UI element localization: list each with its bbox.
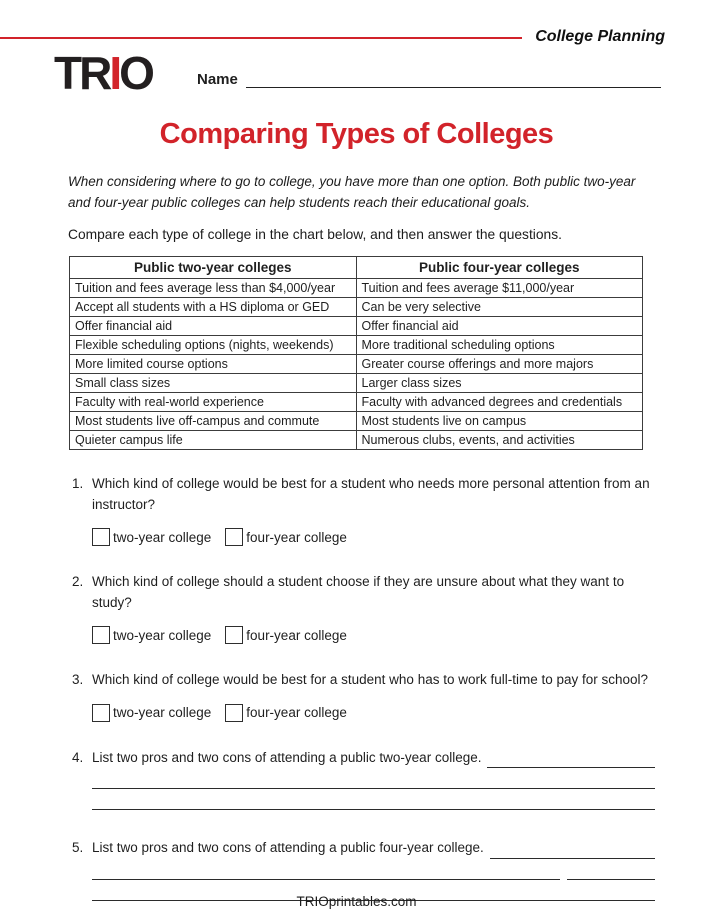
table-row bbox=[70, 412, 643, 431]
table-row bbox=[70, 393, 643, 412]
question-2-options bbox=[92, 626, 655, 644]
table-cell: Faculty with real-world experience bbox=[70, 393, 357, 412]
questions-section bbox=[72, 474, 655, 901]
table-cell: Larger class sizes bbox=[356, 374, 643, 393]
table-row bbox=[70, 279, 643, 298]
column-header-four-year: Public four-year colleges bbox=[356, 257, 643, 279]
four-year-checkbox[interactable] bbox=[225, 704, 243, 722]
table-header-row bbox=[70, 257, 643, 279]
page-header bbox=[0, 0, 713, 106]
column-header-two-year: Public two-year colleges bbox=[70, 257, 357, 279]
table-cell: Numerous clubs, events, and activities bbox=[356, 431, 643, 450]
name-label: Name bbox=[197, 71, 238, 88]
category-label: College Planning bbox=[535, 28, 665, 45]
question-text: Which kind of college should a student choose if they are unsure about what they want to study? bbox=[92, 574, 625, 610]
instruction-paragraph: Compare each type of college in the chart below, and then answer the questions. bbox=[68, 227, 562, 242]
four-year-checkbox[interactable] bbox=[225, 528, 243, 546]
four-year-checkbox-label: four-year college bbox=[246, 529, 347, 545]
table-cell: Offer financial aid bbox=[70, 317, 357, 336]
question-number: 4. bbox=[72, 749, 84, 765]
question-2 bbox=[72, 572, 655, 644]
question-3-options bbox=[92, 704, 655, 722]
name-blank-line[interactable] bbox=[246, 70, 661, 88]
question-number: 1. bbox=[72, 476, 84, 491]
table-cell: Flexible scheduling options (nights, weekends) bbox=[70, 336, 357, 355]
table-cell: Tuition and fees average $11,000/year bbox=[356, 279, 643, 298]
table-row bbox=[70, 298, 643, 317]
two-year-checkbox[interactable] bbox=[92, 528, 110, 546]
logo-accent: I bbox=[109, 47, 120, 99]
question-1-options bbox=[92, 528, 655, 546]
name-row bbox=[197, 70, 661, 88]
question-3 bbox=[72, 670, 655, 722]
two-year-checkbox-label: two-year college bbox=[113, 529, 212, 545]
table-row bbox=[70, 431, 643, 450]
logo-part-1: TR bbox=[54, 47, 110, 99]
answer-blank-line[interactable] bbox=[487, 751, 655, 768]
question-text: List two pros and two cons of attending a public four-year college. bbox=[92, 840, 484, 855]
table-row bbox=[70, 336, 643, 355]
table-row bbox=[70, 317, 643, 336]
footer-url: TRIOprintables.com bbox=[296, 894, 417, 909]
two-year-checkbox[interactable] bbox=[92, 626, 110, 644]
two-year-checkbox-label: two-year college bbox=[113, 705, 212, 720]
table-cell: Tuition and fees average less than $4,000/year bbox=[70, 279, 357, 298]
table-cell: Small class sizes bbox=[70, 374, 357, 393]
intro-paragraph: When considering where to go to college, you have more than one option. Both public two-year and four-year public colleges can help students reach their educational goals. bbox=[68, 174, 636, 210]
table-cell: Faculty with advanced degrees and credentials bbox=[356, 393, 643, 412]
question-number: 3. bbox=[72, 672, 84, 687]
four-year-checkbox-label: four-year college bbox=[246, 705, 347, 720]
two-year-checkbox-label: two-year college bbox=[113, 627, 212, 643]
question-number: 5. bbox=[72, 840, 84, 855]
table-cell: Greater course offerings and more majors bbox=[356, 355, 643, 374]
four-year-checkbox[interactable] bbox=[225, 626, 243, 644]
four-year-checkbox-label: four-year college bbox=[246, 627, 347, 643]
answer-blank-line[interactable] bbox=[92, 859, 655, 880]
question-number: 2. bbox=[72, 574, 84, 589]
table-cell: Most students live on campus bbox=[356, 412, 643, 431]
question-text: List two pros and two cons of attending a public two-year college. bbox=[92, 749, 482, 765]
table-row bbox=[70, 374, 643, 393]
table-cell: Offer financial aid bbox=[356, 317, 643, 336]
logo-part-2: O bbox=[119, 47, 152, 99]
answer-line-segment bbox=[567, 859, 655, 880]
comparison-table bbox=[69, 256, 643, 450]
question-text: Which kind of college would be best for a student who has to work full-time to pay for school? bbox=[92, 672, 649, 687]
table-cell: Can be very selective bbox=[356, 298, 643, 317]
answer-blank-line[interactable] bbox=[490, 842, 655, 859]
answer-blank-line[interactable] bbox=[92, 789, 655, 810]
answer-blank-line[interactable] bbox=[92, 768, 655, 789]
answer-line-segment bbox=[92, 859, 560, 880]
question-4 bbox=[72, 748, 655, 811]
table-cell: Accept all students with a HS diploma or GED bbox=[70, 298, 357, 317]
question-1 bbox=[72, 474, 655, 546]
table-cell: Quieter campus life bbox=[70, 431, 357, 450]
two-year-checkbox[interactable] bbox=[92, 704, 110, 722]
table-row bbox=[70, 355, 643, 374]
trio-logo bbox=[54, 47, 152, 99]
question-5 bbox=[72, 838, 655, 901]
table-cell: Most students live off-campus and commute bbox=[70, 412, 357, 431]
question-text: Which kind of college would be best for a student who needs more personal attention from an instructor? bbox=[92, 476, 650, 512]
table-cell: More limited course options bbox=[70, 355, 357, 374]
page-title: Comparing Types of Colleges bbox=[159, 118, 554, 150]
header-rule bbox=[0, 37, 522, 39]
table-cell: More traditional scheduling options bbox=[356, 336, 643, 355]
